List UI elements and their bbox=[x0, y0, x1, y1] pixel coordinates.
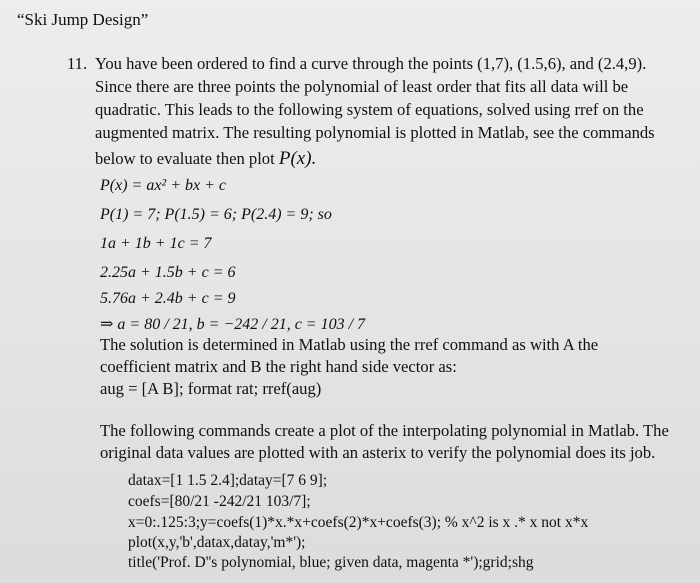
solution-line-3: aug = [A B]; format rat; rref(aug) bbox=[100, 379, 322, 398]
math-line-2: P(1) = 7; P(1.5) = 6; P(2.4) = 9; so bbox=[100, 206, 332, 223]
paragraph-line-5-text: below to evaluate then plot bbox=[95, 149, 275, 168]
paragraph-line-2: Since there are three points the polynomial of least order that fits all data will be bbox=[95, 77, 629, 96]
paragraph-end-math: P(x). bbox=[278, 148, 317, 169]
plot-text-line-1: The following commands create a plot of the interpolating polynomial in Matlab. The bbox=[100, 421, 669, 440]
code-line-2: coefs=[80/21 -242/21 103/7]; bbox=[128, 493, 311, 510]
solution-line-1: The solution is determined in Matlab using the rref command as with A the bbox=[100, 335, 599, 354]
code-line-4: plot(x,y,'b',datax,datay,'m*'); bbox=[128, 534, 306, 551]
document-title: “Ski Jump Design” bbox=[17, 10, 149, 29]
paragraph-line-5 bbox=[95, 149, 316, 168]
plot-text-line-2: original data values are plotted with an asterix to verify the polynomial does its job. bbox=[100, 443, 656, 462]
code-line-5: title('Prof. D''s polynomial, blue; given data, magenta *');grid;shg bbox=[128, 554, 534, 571]
solution-line-2: coefficient matrix and B the right hand side vector as: bbox=[100, 357, 457, 376]
paragraph-line-3: quadratic. This leads to the following system of equations, solved using rref on the bbox=[95, 100, 644, 119]
math-line-6: ⇒ a = 80 / 21, b = −242 / 21, c = 103 / 7 bbox=[100, 316, 366, 333]
problem-number: 11. bbox=[67, 54, 88, 73]
code-line-1: datax=[1 1.5 2.4];datay=[7 6 9]; bbox=[128, 472, 328, 489]
math-line-3: 1a + 1b + 1c = 7 bbox=[100, 235, 212, 252]
paragraph-line-4: augmented matrix. The resulting polynomial is plotted in Matlab, see the commands bbox=[95, 123, 655, 142]
paragraph-line-1: You have been ordered to find a curve through the points (1,7), (1.5,6), and (2.4,9). bbox=[95, 54, 647, 73]
math-line-5: 5.76a + 2.4b + c = 9 bbox=[100, 290, 236, 307]
math-line-1: P(x) = ax² + bx + c bbox=[100, 177, 227, 194]
code-line-3: x=0:.125:3;y=coefs(1)*x.*x+coefs(2)*x+coefs(3); % x^2 is x .* x not x*x bbox=[128, 514, 589, 531]
math-line-4: 2.25a + 1.5b + c = 6 bbox=[100, 264, 236, 281]
